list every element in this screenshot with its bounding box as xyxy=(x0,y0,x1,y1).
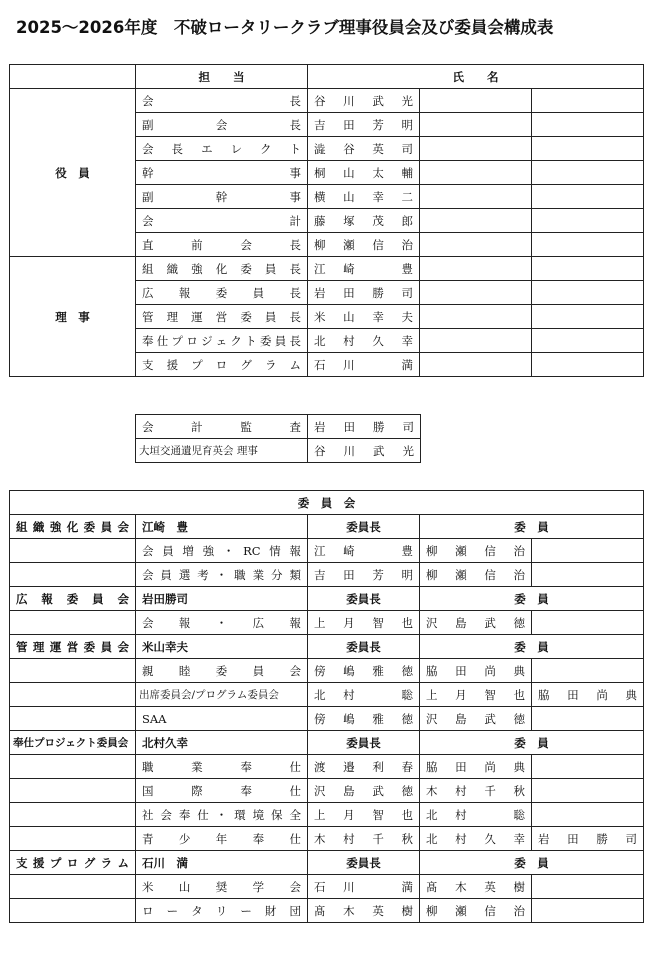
sub-committee: 会員選考・職業分類 xyxy=(136,563,308,587)
officer-role: 会長 xyxy=(136,89,308,113)
officer-name: 北村久幸 xyxy=(308,329,420,353)
header-blank xyxy=(10,65,136,89)
committee-name: 支援プログラム xyxy=(10,851,136,875)
committee-blank xyxy=(10,563,136,587)
sub-committee: 会報・広報 xyxy=(136,611,308,635)
member-label: 委 員 xyxy=(420,587,644,611)
committee-member-row xyxy=(10,539,644,563)
chair-name: 渡邉利春 xyxy=(308,755,420,779)
officer-name: 石川 満 xyxy=(308,353,420,377)
committee-member-row xyxy=(10,779,644,803)
committee-member-row xyxy=(10,707,644,731)
member-1: 脇田尚典 xyxy=(420,755,532,779)
member-2 xyxy=(532,707,644,731)
officer-extra-1 xyxy=(420,233,532,257)
chair-name: 傍嶋雅徳 xyxy=(308,659,420,683)
committee-blank xyxy=(10,683,136,707)
officer-extra-2 xyxy=(532,185,644,209)
committee-member-row xyxy=(10,563,644,587)
member-2 xyxy=(532,755,644,779)
member-label: 委 員 xyxy=(420,515,644,539)
chair-label: 委員長 xyxy=(308,635,420,659)
officer-name: 澁谷英司 xyxy=(308,137,420,161)
member-1: 柳瀬信治 xyxy=(420,563,532,587)
officer-name: 横山幸二 xyxy=(308,185,420,209)
officer-extra-1 xyxy=(420,209,532,233)
chair-name: 沢島武徳 xyxy=(308,779,420,803)
sub-committee: 会員増強・RC情報 xyxy=(136,539,308,563)
chair-name: 上月智也 xyxy=(308,611,420,635)
member-label: 委 員 xyxy=(420,635,644,659)
officer-extra-1 xyxy=(420,281,532,305)
member-label: 委 員 xyxy=(420,731,644,755)
officer-name: 岩田勝司 xyxy=(308,281,420,305)
chair-name: 木村千秋 xyxy=(308,827,420,851)
officer-extra-2 xyxy=(532,305,644,329)
sub-committee: 職業奉仕 xyxy=(136,755,308,779)
chair-name: 上月智也 xyxy=(308,803,420,827)
officer-name: 吉田芳明 xyxy=(308,113,420,137)
officer-role: 広報委員長 xyxy=(136,281,308,305)
officer-role: 副会長 xyxy=(136,113,308,137)
officer-extra-2 xyxy=(532,353,644,377)
officers-header-row xyxy=(10,65,644,89)
chair-label: 委員長 xyxy=(308,731,420,755)
officer-extra-1 xyxy=(420,137,532,161)
member-1: 柳瀬信治 xyxy=(420,899,532,923)
officer-role: 会計 xyxy=(136,209,308,233)
officer-extra-1 xyxy=(420,329,532,353)
member-1: 柳瀬信治 xyxy=(420,539,532,563)
committee-head: 石川 満 xyxy=(136,851,308,875)
committee-member-row xyxy=(10,683,644,707)
officer-role: 幹事 xyxy=(136,161,308,185)
chair-name: 江崎 豊 xyxy=(308,539,420,563)
sub-committee: 国際奉仕 xyxy=(136,779,308,803)
officer-role: 副幹事 xyxy=(136,185,308,209)
member-2 xyxy=(532,563,644,587)
member-1: 木村千秋 xyxy=(420,779,532,803)
officer-extra-1 xyxy=(420,161,532,185)
chair-label: 委員長 xyxy=(308,515,420,539)
member-2 xyxy=(532,803,644,827)
officer-row xyxy=(10,257,644,281)
committee-blank xyxy=(10,899,136,923)
member-1: 髙木英樹 xyxy=(420,875,532,899)
committee-member-row xyxy=(10,899,644,923)
audit-row xyxy=(136,439,421,463)
officer-name: 桐山太輔 xyxy=(308,161,420,185)
committee-name: 奉仕プロジェクト委員会 xyxy=(10,731,136,755)
member-2 xyxy=(532,611,644,635)
officer-role: 奉仕プロジェクト委員長 xyxy=(136,329,308,353)
sub-committee: 社会奉仕・環境保全 xyxy=(136,803,308,827)
officer-extra-2 xyxy=(532,209,644,233)
officer-row xyxy=(10,89,644,113)
officer-role: 支援プログラム xyxy=(136,353,308,377)
committee-head: 江崎 豊 xyxy=(136,515,308,539)
member-1: 脇田尚典 xyxy=(420,659,532,683)
committee-head-row xyxy=(10,851,644,875)
sub-committee: 米山奨学会 xyxy=(136,875,308,899)
committee-member-row xyxy=(10,803,644,827)
committee-blank xyxy=(10,875,136,899)
officer-extra-2 xyxy=(532,233,644,257)
member-1: 北村 聡 xyxy=(420,803,532,827)
officer-name: 江崎 豊 xyxy=(308,257,420,281)
header-name: 氏 名 xyxy=(308,65,644,89)
committee-name: 広報委員会 xyxy=(10,587,136,611)
committee-blank xyxy=(10,659,136,683)
officer-extra-2 xyxy=(532,113,644,137)
sub-committee: 青少年奉仕 xyxy=(136,827,308,851)
audit-name: 岩田勝司 xyxy=(308,415,421,439)
officer-name: 谷川武光 xyxy=(308,89,420,113)
committee-head-row xyxy=(10,515,644,539)
member-1: 北村久幸 xyxy=(420,827,532,851)
officer-extra-2 xyxy=(532,281,644,305)
chair-label: 委員長 xyxy=(308,851,420,875)
member-1: 沢島武徳 xyxy=(420,611,532,635)
header-role: 担 当 xyxy=(136,65,308,89)
committee-head: 米山幸夫 xyxy=(136,635,308,659)
committee-table xyxy=(9,490,644,923)
member-2: 岩田勝司 xyxy=(532,827,644,851)
officer-extra-1 xyxy=(420,305,532,329)
member-2 xyxy=(532,659,644,683)
audit-row xyxy=(136,415,421,439)
committee-head-row xyxy=(10,731,644,755)
committee-member-row xyxy=(10,611,644,635)
officer-extra-2 xyxy=(532,257,644,281)
officer-name: 米山幸夫 xyxy=(308,305,420,329)
audit-name: 谷川武光 xyxy=(308,439,421,463)
committee-name: 組織強化委員会 xyxy=(10,515,136,539)
chair-name: 髙木英樹 xyxy=(308,899,420,923)
officer-name: 柳瀬信治 xyxy=(308,233,420,257)
audit-role: 大垣交通遺児育英会 理事 xyxy=(136,439,308,463)
committee-blank xyxy=(10,611,136,635)
member-1: 沢島武徳 xyxy=(420,707,532,731)
officer-extra-1 xyxy=(420,89,532,113)
audit-table xyxy=(135,414,421,463)
committee-blank xyxy=(10,827,136,851)
audit-role: 会計監査 xyxy=(136,415,308,439)
officer-extra-1 xyxy=(420,185,532,209)
officers-table xyxy=(9,64,644,377)
sub-committee: 親睦委員会 xyxy=(136,659,308,683)
chair-name: 北村 聡 xyxy=(308,683,420,707)
member-2 xyxy=(532,899,644,923)
chair-label: 委員長 xyxy=(308,587,420,611)
officer-extra-1 xyxy=(420,353,532,377)
chair-name: 吉田芳明 xyxy=(308,563,420,587)
committee-blank xyxy=(10,755,136,779)
committee-blank xyxy=(10,539,136,563)
member-2 xyxy=(532,779,644,803)
officer-role: 組織強化委員長 xyxy=(136,257,308,281)
officer-extra-1 xyxy=(420,113,532,137)
officer-role: 直前会長 xyxy=(136,233,308,257)
officer-extra-2 xyxy=(532,137,644,161)
sub-committee: 出席委員会/プログラム委員会 xyxy=(136,683,308,707)
page-title: 2025～2026年度 不破ロータリークラブ理事役員会及び委員会構成表 xyxy=(16,18,554,37)
officer-role: 管理運営委員長 xyxy=(136,305,308,329)
officer-name: 藤塚茂郎 xyxy=(308,209,420,233)
committee-blank xyxy=(10,779,136,803)
committee-head-row xyxy=(10,587,644,611)
sub-committee: SAA xyxy=(136,707,308,731)
committee-blank xyxy=(10,707,136,731)
officer-extra-2 xyxy=(532,329,644,353)
committee-member-row xyxy=(10,875,644,899)
officer-extra-2 xyxy=(532,89,644,113)
committee-head: 岩田勝司 xyxy=(136,587,308,611)
chair-name: 石川 満 xyxy=(308,875,420,899)
member-label: 委 員 xyxy=(420,851,644,875)
committee-member-row xyxy=(10,755,644,779)
officer-extra-2 xyxy=(532,161,644,185)
member-1: 上月智也 xyxy=(420,683,532,707)
chair-name: 傍嶋雅徳 xyxy=(308,707,420,731)
officer-role: 会長エレクト xyxy=(136,137,308,161)
group-label: 理 事 xyxy=(10,257,136,377)
committee-member-row xyxy=(10,827,644,851)
member-2 xyxy=(532,539,644,563)
committee-header: 委 員 会 xyxy=(10,491,644,515)
committee-member-row xyxy=(10,659,644,683)
group-label: 役 員 xyxy=(10,89,136,257)
member-2 xyxy=(532,875,644,899)
committee-blank xyxy=(10,803,136,827)
committee-header-row xyxy=(10,491,644,515)
committee-name: 管理運営委員会 xyxy=(10,635,136,659)
member-2: 脇田尚典 xyxy=(532,683,644,707)
officer-extra-1 xyxy=(420,257,532,281)
committee-head: 北村久幸 xyxy=(136,731,308,755)
committee-head-row xyxy=(10,635,644,659)
sub-committee: ロータリー財団 xyxy=(136,899,308,923)
